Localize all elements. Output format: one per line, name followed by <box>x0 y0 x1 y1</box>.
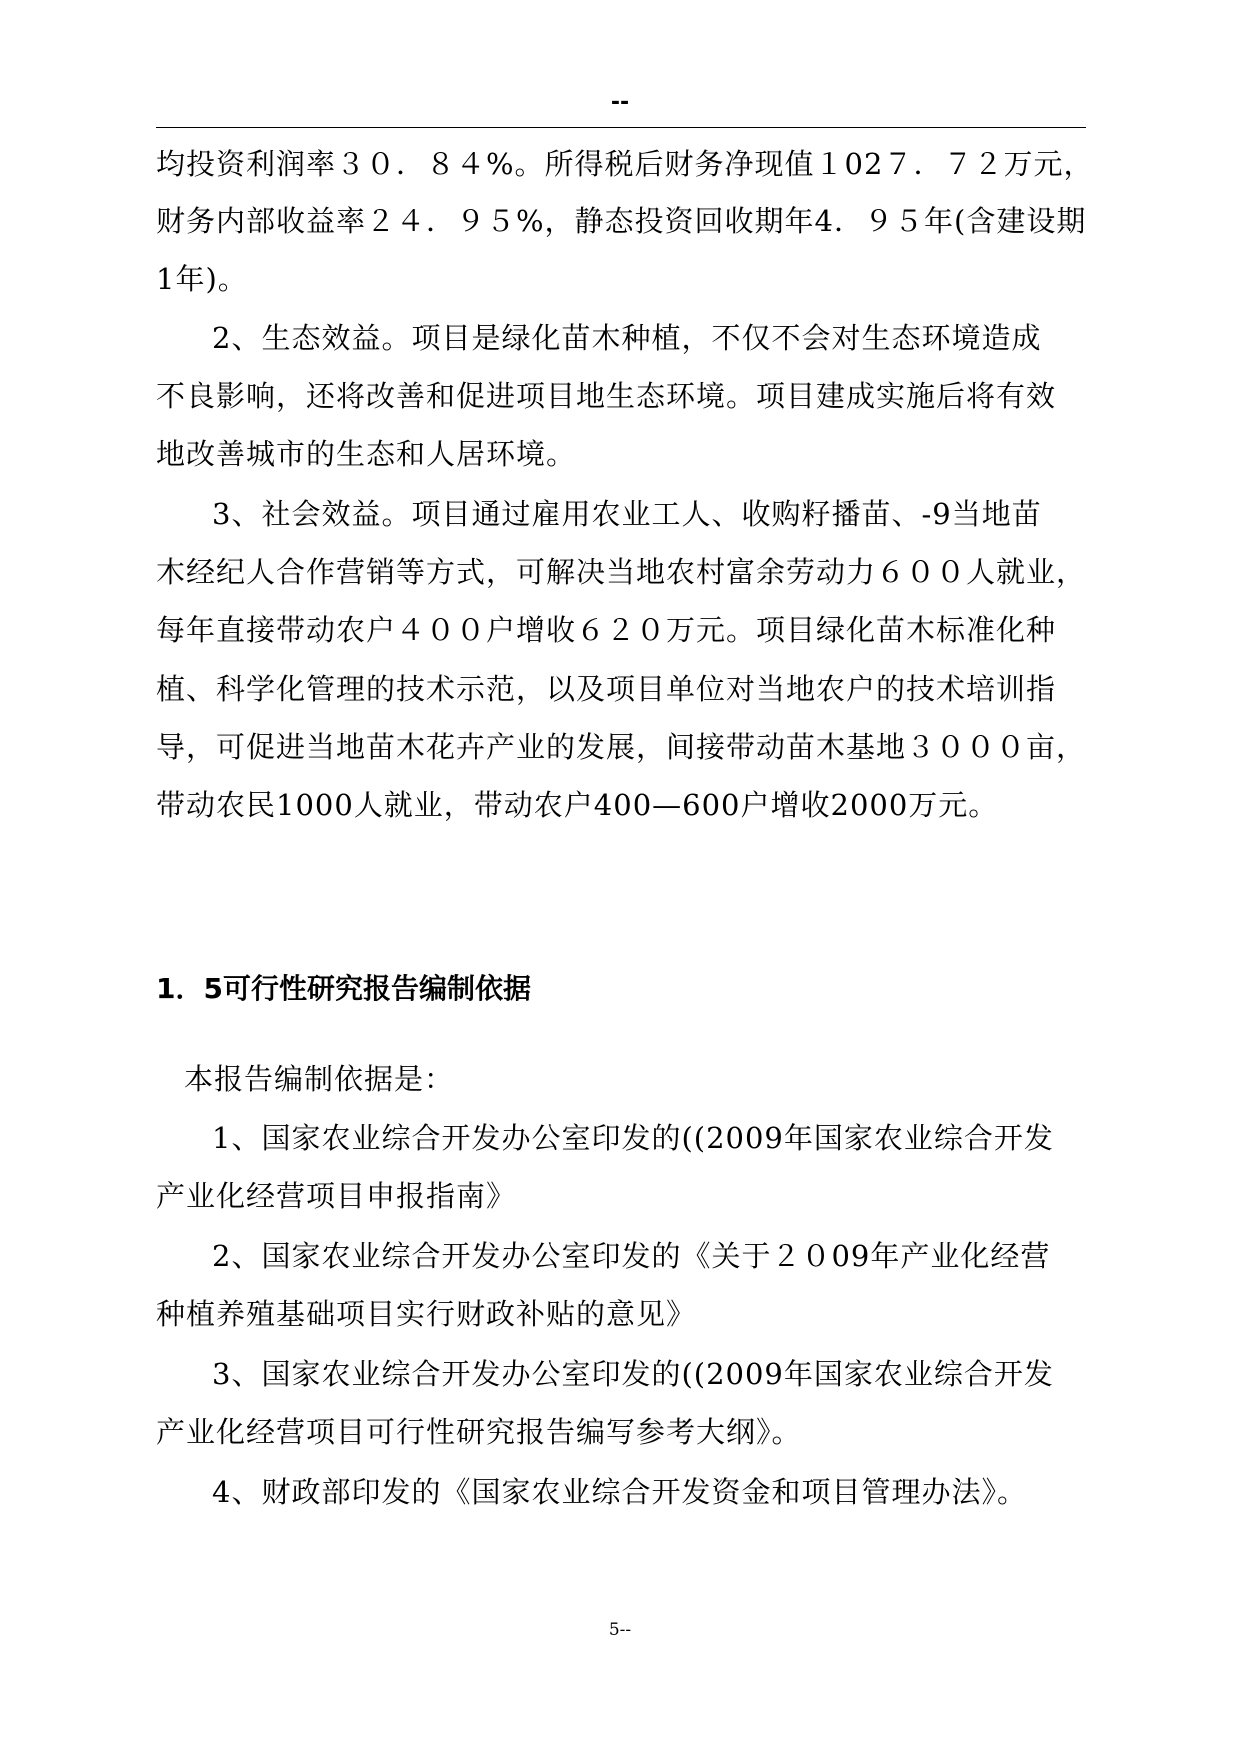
body-line-10: 植、科学化管理的技术示范，以及项目单位对当地农户的技术培训指 <box>156 672 1057 706</box>
section-heading: 1．5可行性研究报告编制依据 <box>156 972 531 1005</box>
page-number: 5-- <box>608 1620 632 1640</box>
section-line-3: 产业化经营项目申报指南》 <box>156 1179 517 1213</box>
header-rule <box>156 127 1086 128</box>
section-line-6: 3、国家农业综合开发办公室印发的((2009年国家农业综合开发 <box>212 1357 1054 1391</box>
body-line-5: 不良影响，还将改善和促进项目地生态环境。项目建成实施后将有效 <box>156 379 1057 413</box>
body-line-1: 均投资利润率３０．８４%。所得税后财务净现值１02７．７２万元， <box>156 147 1094 181</box>
body-line-4: 2、生态效益。项目是绿化苗木种植，不仅不会对生态环境造成 <box>212 321 1042 355</box>
section-line-1: 本报告编制依据是： <box>184 1062 455 1096</box>
body-line-7: 3、社会效益。项目通过雇用农业工人、收购籽播苗、-9当地苗 <box>212 497 1042 531</box>
body-line-2: 财务内部收益率２４．９５%，静态投资回收期年4．９５年(含建设期 <box>156 204 1087 238</box>
section-line-5: 种植养殖基础项目实行财政补贴的意见》 <box>156 1297 697 1331</box>
body-line-9: 每年直接带动农户４００户增收６２０万元。项目绿化苗木标准化种 <box>156 613 1057 647</box>
body-line-8: 木经纪人合作营销等方式，可解决当地农村富余劳动力６００人就业， <box>156 555 1087 589</box>
body-line-11: 导，可促进当地苗木花卉产业的发展，间接带动苗木基地３０００亩， <box>156 730 1087 764</box>
section-line-7: 产业化经营项目可行性研究报告编写参考大纲》。 <box>156 1415 802 1449</box>
body-line-12: 带动农民1000人就业，带动农户400—600户增收2000万元。 <box>156 788 999 822</box>
body-line-6: 地改善城市的生态和人居环境。 <box>156 437 577 471</box>
section-line-2: 1、国家农业综合开发办公室印发的((2009年国家农业综合开发 <box>212 1121 1054 1155</box>
body-line-3: 1年)。 <box>156 262 248 296</box>
section-line-8: 4、财政部印发的《国家农业综合开发资金和项目管理办法》。 <box>212 1475 1027 1509</box>
header-mark: -- <box>610 90 630 115</box>
section-line-4: 2、国家农业综合开发办公室印发的《关于２０09年产业化经营 <box>212 1239 1051 1273</box>
